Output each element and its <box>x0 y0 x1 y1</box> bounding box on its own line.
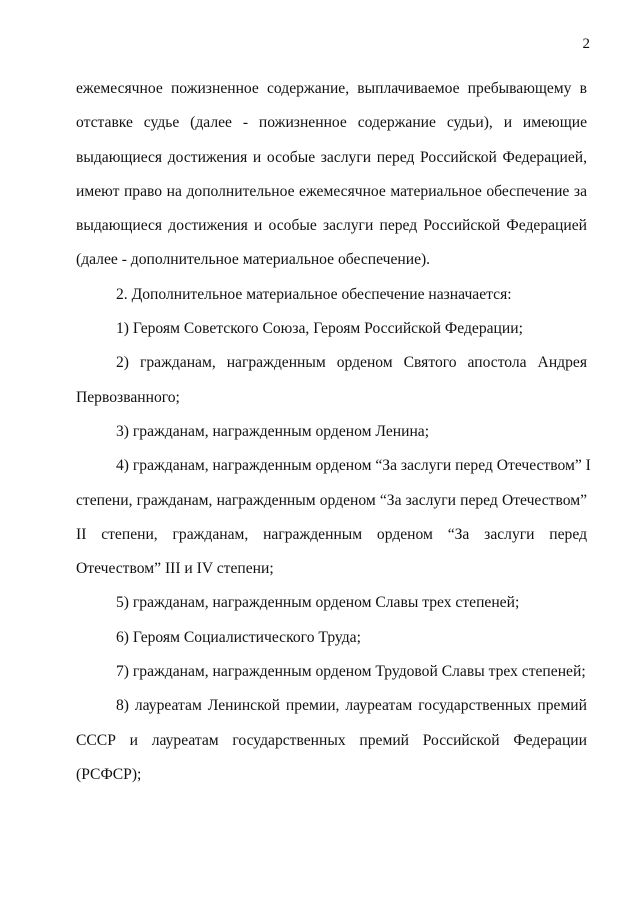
list-item-4 <box>76 449 591 586</box>
list-item-8 <box>76 689 587 792</box>
list-item-6 <box>76 621 587 655</box>
text-line: 1) Героям Советского Союза, Героям Российской Федерации; <box>116 320 523 338</box>
page-number: 2 <box>582 36 590 52</box>
text-line: 2) гражданам, награжденным орденом Святого апостола Андрея <box>116 354 587 372</box>
text-line: Отечеством” III и IV степени; <box>76 560 274 578</box>
text-line: (далее - дополнительное материальное обеспечение). <box>76 251 431 269</box>
text-line: (РСФСР); <box>76 765 142 783</box>
paragraph-item-2 <box>76 278 587 312</box>
text-line: 7) гражданам, награжденным орденом Трудовой Славы трех степеней; <box>116 663 586 681</box>
document-body <box>76 72 591 792</box>
text-line: 5) гражданам, награжденным орденом Славы трех степеней; <box>116 594 520 612</box>
list-item-7 <box>76 655 587 689</box>
text-line: ежемесячное пожизненное содержание, выплачиваемое пребывающему в <box>76 80 587 97</box>
list-item-5 <box>76 586 587 620</box>
list-item-3 <box>76 415 587 449</box>
text-line: степени, гражданам, награжденным орденом “За заслуги перед Отечеством” <box>76 491 587 509</box>
list-item-2 <box>76 346 587 415</box>
text-line: Первозванного; <box>76 388 180 406</box>
text-line: 8) лауреатам Ленинской премии, лауреатам государственных премий <box>116 697 587 715</box>
text-line: 6) Героям Социалистического Труда; <box>116 628 361 646</box>
text-line: выдающиеся достижения и особые заслуги перед Российской Федерацией <box>76 217 587 235</box>
text-line: II степени, гражданам, награжденным орденом “За заслуги перед <box>76 525 587 543</box>
text-line: отставке судье (далее - пожизненное содержание судьи), и имеющие <box>76 114 587 132</box>
text-line: 4) гражданам, награжденным орденом “За заслуги перед Отечеством” I <box>116 457 591 475</box>
text-line: выдающиеся достижения и особые заслуги перед Российской Федерацией, <box>76 148 587 166</box>
text-line: 3) гражданам, награжденным орденом Ленина; <box>116 422 430 440</box>
text-line: 2. Дополнительное материальное обеспечение назначается: <box>116 285 512 303</box>
list-item-1 <box>76 312 587 346</box>
text-line: СССР и лауреатам государственных премий Российской Федерации <box>76 731 587 749</box>
paragraph-continuation <box>76 72 587 278</box>
text-line: имеют право на дополнительное ежемесячное материальное обеспечение за <box>76 182 587 200</box>
